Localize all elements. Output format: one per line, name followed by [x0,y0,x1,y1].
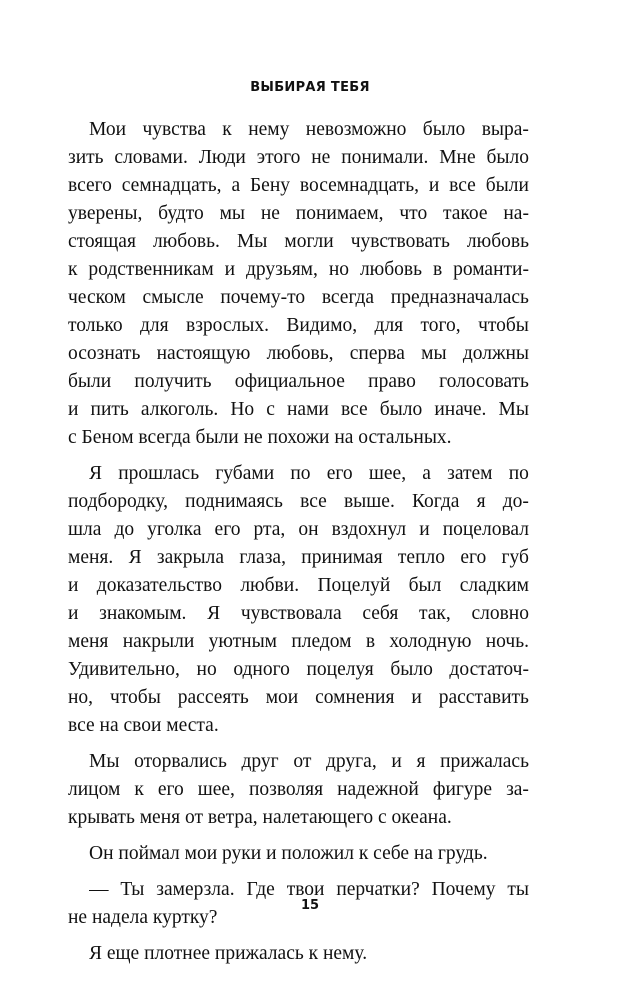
word: губ [501,547,529,568]
word: Когда [412,491,460,512]
word: будто [158,203,204,224]
word: всегда [321,287,375,308]
word: могли [284,231,334,252]
paragraph [68,116,529,452]
text-line [68,256,529,284]
word: а [422,463,431,484]
word: ты [507,879,529,900]
paragraph [68,748,529,832]
word: уголка [147,519,202,540]
word: с [266,399,275,420]
word: я [416,751,426,772]
word: чтобы [109,687,161,708]
text-line [68,516,529,544]
word: Мы [236,231,268,252]
word: ческом [68,287,126,308]
word: Ты [120,879,145,900]
word: нему [248,119,290,140]
word: перчатки? [336,879,420,900]
paragraph [89,840,529,868]
word: нами [287,399,329,420]
word: что [399,203,428,224]
word: друзьям, [245,259,318,280]
word: друга, [326,751,377,772]
word: должны [462,343,529,364]
word: губами [215,463,275,484]
word: было [422,119,466,140]
word: Люди [198,147,246,168]
word: выше. [343,491,395,512]
word: и [391,751,402,772]
word: позволяя [248,779,324,800]
word: шее, [197,779,235,800]
running-title: ВЫБИРАЯ ТЕБЯ [250,80,370,95]
page-number: 15 [300,898,320,913]
word: для [140,315,169,336]
word: надежной [337,779,419,800]
word: были [68,371,112,392]
word: было [390,659,433,680]
word: до- [502,491,529,512]
word: его [460,547,487,568]
word: лицом [68,779,121,800]
word: чувствовала [240,603,342,624]
word: его [214,519,241,540]
word: и [68,575,79,596]
text-line [68,172,529,200]
word: все [340,399,368,420]
word: подбородку, [68,491,168,512]
word: Почему [431,879,496,900]
word: уверены, [68,203,143,224]
word: он [298,519,319,540]
word: одного [233,659,290,680]
word: пить [90,399,129,420]
word: к [68,259,78,280]
word: понимали. [341,147,429,168]
word: любовь, [266,343,334,364]
word: понимаем, [295,203,384,224]
word: к [222,119,232,140]
word: и [411,687,422,708]
text-line [68,368,529,396]
word: фигуре [432,779,493,800]
word: был [408,575,442,596]
word: но, [68,687,94,708]
word: выра- [481,119,529,140]
word: Где [246,879,275,900]
word: все [449,175,476,196]
word: взрослых. [186,315,270,336]
word: Поцелуй [317,575,391,596]
word: любви. [240,575,300,596]
word: и [419,519,430,540]
word: Но [230,399,255,420]
word: невозможно [305,119,407,140]
text-line [68,284,529,312]
word: так, [418,603,451,624]
word: официальное [234,371,345,392]
word: чтобы [478,315,529,336]
text-line [89,748,529,776]
word: Я [128,547,142,568]
text-line: с Беном всегда были не похожи на остальных. [68,427,452,448]
word: поцелуя [306,659,374,680]
word: чувствовать [350,231,450,252]
text-line [68,144,529,172]
word: меня [68,631,109,652]
word: словно [471,603,529,624]
word: до [114,519,135,540]
word: мы [219,203,246,224]
word: я [476,491,486,512]
word: чувства [142,119,206,140]
word: иначе. [434,399,487,420]
word: были [485,175,529,196]
word: холодную [389,631,472,652]
text-line: все на свои места. [68,715,219,736]
word: Мы [89,751,120,772]
word: рассеять [177,687,249,708]
word: твои [286,879,325,900]
word: вздохнул [331,519,407,540]
word: поднимаясь [185,491,283,512]
word: за- [506,779,529,800]
paragraph [89,940,529,968]
word: Бену [249,175,291,196]
word: Мне [439,147,476,168]
word: знакомым. [99,603,187,624]
word: родственникам [88,259,214,280]
word: мы [421,343,447,364]
paragraph [68,460,529,740]
word: того, [420,315,461,336]
word: семнадцать, [121,175,222,196]
word: предназначалась [390,287,529,308]
word: для [374,315,404,336]
word: прижалась [440,751,529,772]
text-line [68,200,529,228]
word: Я [89,463,103,484]
word: смысле [142,287,204,308]
word: по [508,463,529,484]
word: получить [134,371,212,392]
word: прошлась [118,463,200,484]
text-line [68,340,529,368]
word: принимая [301,547,383,568]
word: почему-то [220,287,306,308]
word: шла [68,519,102,540]
word: стоящая [68,231,136,252]
word: мои [265,687,299,708]
word: этого [256,147,301,168]
word: пледом [291,631,352,652]
word: к [134,779,144,800]
word: все [300,491,327,512]
word: рта, [253,519,286,540]
text-line [68,228,529,256]
text-line [68,572,529,600]
text-line [68,656,529,684]
word: на- [503,203,529,224]
word: но [196,659,217,680]
word: в [365,631,376,652]
word: ночь. [485,631,529,652]
word: доказательство [96,575,222,596]
body-text [68,116,529,968]
word: не [311,147,331,168]
word: шее, [368,463,407,484]
word: закрыла [156,547,224,568]
word: себя [362,603,399,624]
text-line [68,600,529,628]
text-line [68,544,529,572]
word: Я [207,603,221,624]
word: сомнения [315,687,395,708]
word: алкоголь. [140,399,219,420]
word: но [328,259,350,280]
word: не [260,203,280,224]
word: а [231,175,241,196]
word: расставить [438,687,529,708]
word: всего [68,175,112,196]
word: от [293,751,312,772]
word: любовь [466,231,529,252]
word: поцеловал [442,519,529,540]
word: зить [68,147,104,168]
text-line: крывать меня от ветра, налетающего с океана. [68,807,452,828]
word: сладким [459,575,529,596]
word: любовь [359,259,423,280]
text-line [89,460,529,488]
word: Удивительно, [68,659,180,680]
text-line: Он поймал мои руки и положил к себе на грудь. [89,843,488,864]
word: такое [443,203,488,224]
word: голосовать [439,371,529,392]
word: в [432,259,443,280]
word: затем [447,463,493,484]
word: и [224,259,236,280]
word: осознать [68,343,141,364]
word: Мы [498,399,529,420]
word: только [68,315,123,336]
word: Видимо, [286,315,358,336]
word: было [379,399,423,420]
word: достаточ- [449,659,529,680]
word: и [68,603,79,624]
word: его [157,779,184,800]
word: глаза, [239,547,286,568]
word: по [290,463,311,484]
word: друг [241,751,279,772]
text-line [89,116,529,144]
text-line: не надела куртку? [68,907,218,928]
text-line [68,396,529,424]
word: и [428,175,440,196]
word: романти- [453,259,529,280]
text-line [68,628,529,656]
word: Мои [89,119,127,140]
word: восемнадцать, [299,175,419,196]
word: меня. [68,547,114,568]
word: и [68,399,79,420]
word: его [326,463,353,484]
word: словами. [114,147,188,168]
word: — [89,879,109,900]
text-line: Я еще плотнее прижалась к нему. [89,943,368,964]
word: уютным [208,631,278,652]
word: право [368,371,416,392]
word: накрыли [122,631,195,652]
word: сперва [349,343,405,364]
word: замерзла. [156,879,235,900]
word: любовь. [152,231,220,252]
word: было [486,147,529,168]
text-line [68,684,529,712]
word: оторвались [134,751,227,772]
word: тепло [397,547,445,568]
text-line [68,776,529,804]
word: настоящую [156,343,251,364]
text-line [68,312,529,340]
text-line [68,488,529,516]
